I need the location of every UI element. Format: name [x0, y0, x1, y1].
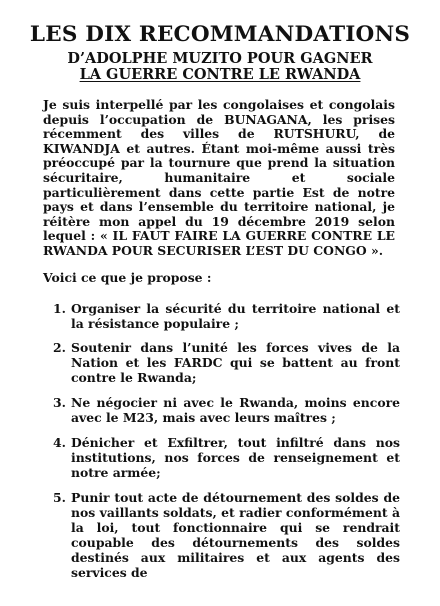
document-subtitle-line2: LA GUERRE CONTRE LE RWANDA	[79, 66, 361, 83]
recommendation-item-4	[53, 435, 400, 480]
propose-label: Voici ce que je propose :	[43, 270, 212, 285]
item-text: Punir tout acte de détournement des soldes de nos vaillants soldats, et radier conformément à la loi, tout fonctionnaire qui se rendrait coupable des détournements des soldes destinés aux militaires et aux agents des services de	[71, 490, 400, 580]
item-text: Dénicher et Exfiltrer, tout infiltré dans nos institutions, nos forces de renseignement et notre armée;	[71, 435, 400, 480]
recommendation-item-1	[53, 301, 400, 331]
document-title: LES DIX RECOMMANDATIONS	[29, 22, 411, 47]
item-number: 4.	[53, 435, 66, 450]
item-number: 2.	[53, 340, 66, 355]
intro-paragraph: Je suis interpellé par les congolaises et congolais depuis l’occupation de BUNAGANA, les prises récemment des villes de RUTSHURU, de KIWANDJA et autres. Étant moi-même aussi très préoccupé par la tournure que prend la situation sécuritaire, humanitaire et sociale particulièrement dans cette partie Est de notre pays et dans l’ensemble du territoire national, je réitère mon appel du 19 décembre 2019 selon lequel : « IL FAUT FAIRE LA GUERRE CONTRE LE RWANDA POUR SECURISER L’EST DU CONGO ».	[43, 97, 395, 258]
item-text: Ne négocier ni avec le Rwanda, moins encore avec le M23, mais avec leurs maîtres ;	[71, 395, 400, 425]
item-text: Soutenir dans l’unité les forces vives de la Nation et les FARDC qui se battent au front contre le Rwanda;	[71, 340, 400, 385]
item-text: Organiser la sécurité du territoire national et la résistance populaire ;	[71, 301, 400, 331]
item-number: 5.	[53, 490, 66, 505]
recommendation-item-3	[53, 395, 400, 425]
item-number: 1.	[53, 301, 66, 316]
recommendation-item-2	[53, 340, 400, 385]
recommendation-item-5	[53, 490, 400, 580]
document-subtitle-line1: D’ADOLPHE MUZITO POUR GAGNER	[67, 50, 373, 67]
item-number: 3.	[53, 395, 66, 410]
